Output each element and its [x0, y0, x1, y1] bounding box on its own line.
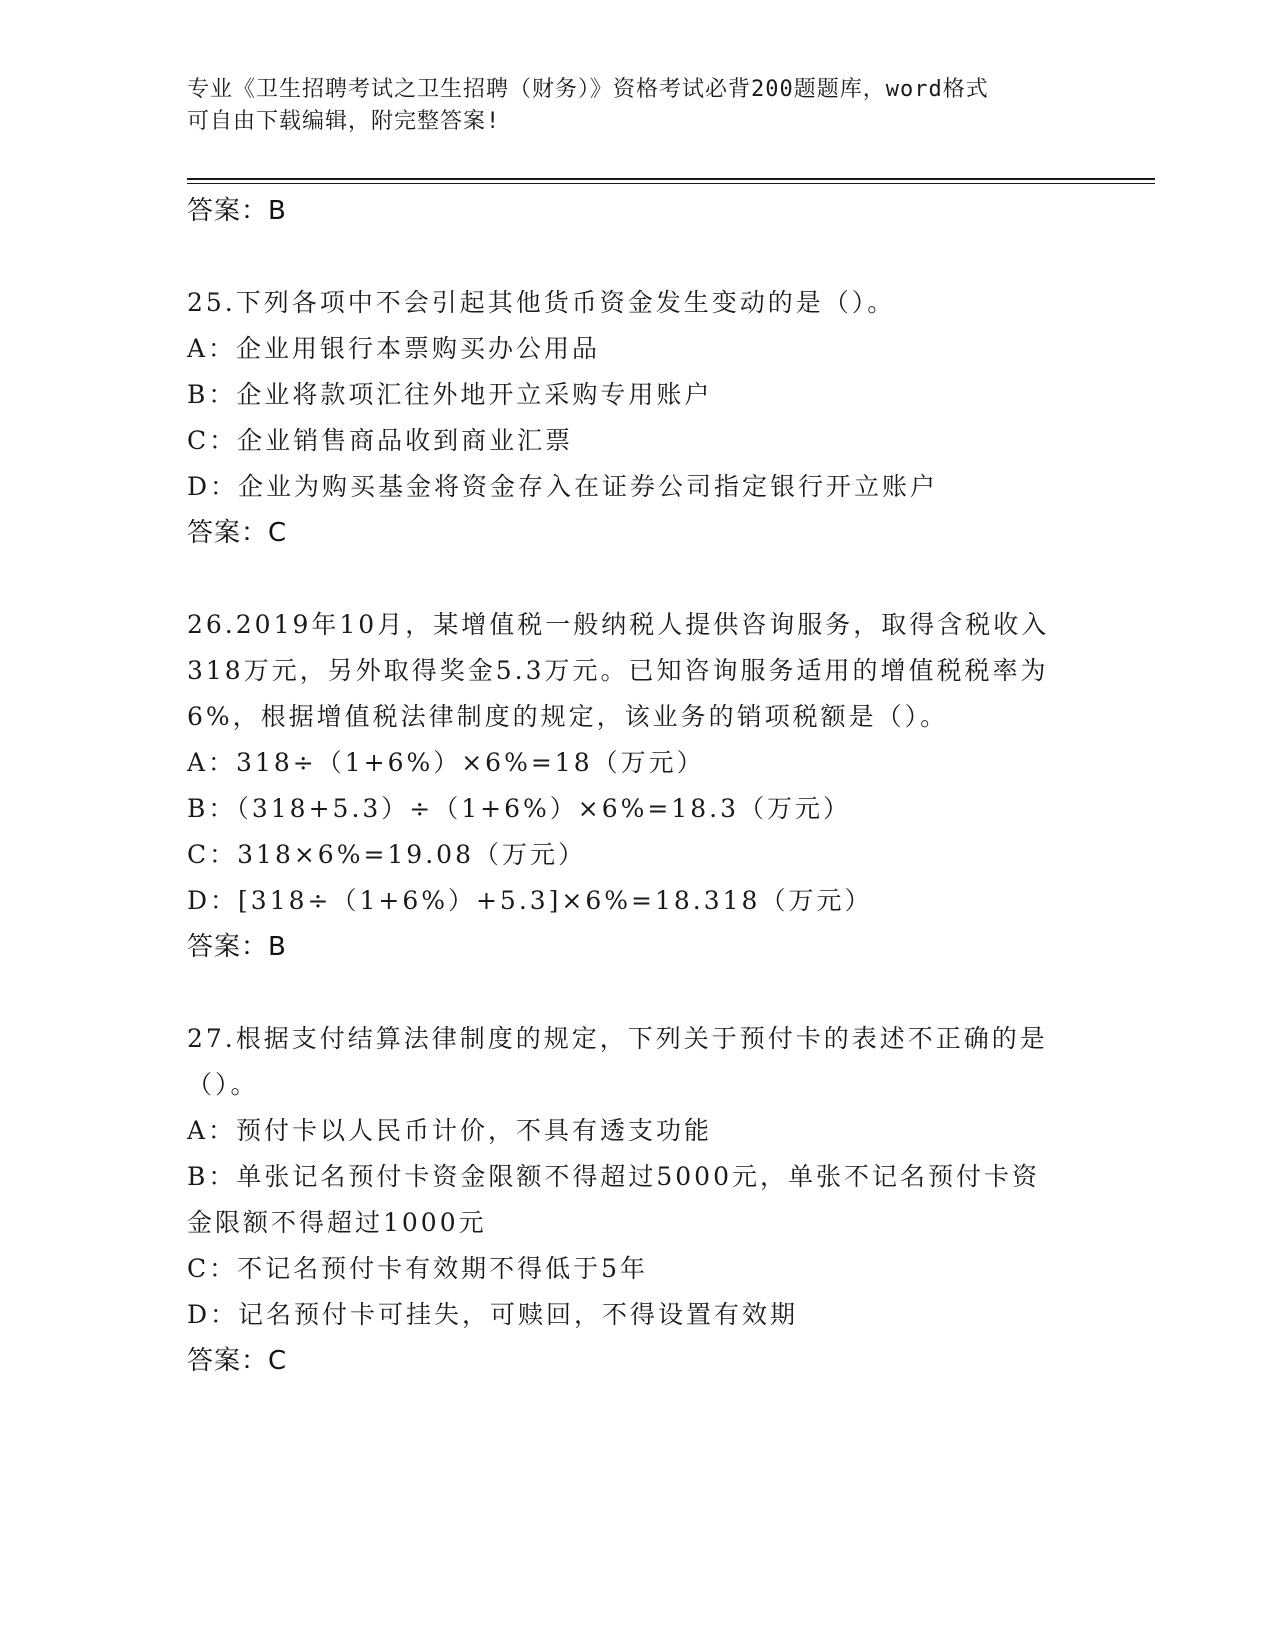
header-line-1: 专业《卫生招聘考试之卫生招聘（财务）》资格考试必背200题题库，word格式 [187, 77, 989, 102]
answer-line: 答案：C [187, 1346, 288, 1376]
question-text-line-2: （）。 [187, 1070, 259, 1099]
option-a: A：企业用银行本票购买办公用品 [187, 334, 601, 363]
option-a: A：318÷（1+6%）×6%=18（万元） [187, 748, 705, 777]
option-b: B：企业将款项汇往外地开立采购专用账户 [187, 380, 713, 409]
header-divider-thick [187, 178, 1155, 180]
question-text-line-3: 6%，根据增值税法律制度的规定，该业务的销项税额是（）。 [187, 702, 949, 731]
option-b-line-2: 金限额不得超过1000元 [187, 1208, 487, 1237]
question-25 [187, 280, 1087, 556]
option-b-line-1: B：单张记名预付卡资金限额不得超过5000元，单张不记名预付卡资 [187, 1162, 1040, 1191]
question-27 [187, 1016, 1087, 1384]
question-text-line-1: 27.根据支付结算法律制度的规定，下列关于预付卡的表述不正确的是 [187, 1024, 1048, 1053]
option-d: D：记名预付卡可挂失，可赎回，不得设置有效期 [187, 1300, 799, 1329]
question-26 [187, 602, 1087, 970]
answer-line: 答案：B [187, 932, 287, 962]
answer-line: 答案：B [187, 196, 287, 226]
option-c: C：不记名预付卡有效期不得低于5年 [187, 1254, 649, 1283]
question-text: 25.下列各项中不会引起其他货币资金发生变动的是（）。 [187, 288, 896, 317]
question-text-line-2: 318万元，另外取得奖金5.3万元。已知咨询服务适用的增值税税率为 [187, 656, 1049, 685]
option-d: D：企业为购买基金将资金存入在证券公司指定银行开立账户 [187, 472, 939, 501]
option-a: A：预付卡以人民币计价，不具有透支功能 [187, 1116, 713, 1145]
question-text-line-1: 26.2019年10月，某增值税一般纳税人提供咨询服务，取得含税收入 [187, 610, 1050, 639]
option-b: B：（318+5.3）÷（1+6%）×6%=18.3（万元） [187, 794, 851, 823]
answer-line: 答案：C [187, 518, 288, 548]
header-line-2: 可自由下载编辑，附完整答案! [187, 109, 501, 134]
header-divider-thin [187, 183, 1155, 184]
option-c: C：318×6%=19.08（万元） [187, 840, 586, 869]
option-d: D：[318÷（1+6%）+5.3]×6%=18.318（万元） [187, 886, 873, 915]
document-body [187, 188, 1087, 1384]
page-header [187, 74, 1087, 138]
option-c: C：企业销售商品收到商业汇票 [187, 426, 574, 455]
